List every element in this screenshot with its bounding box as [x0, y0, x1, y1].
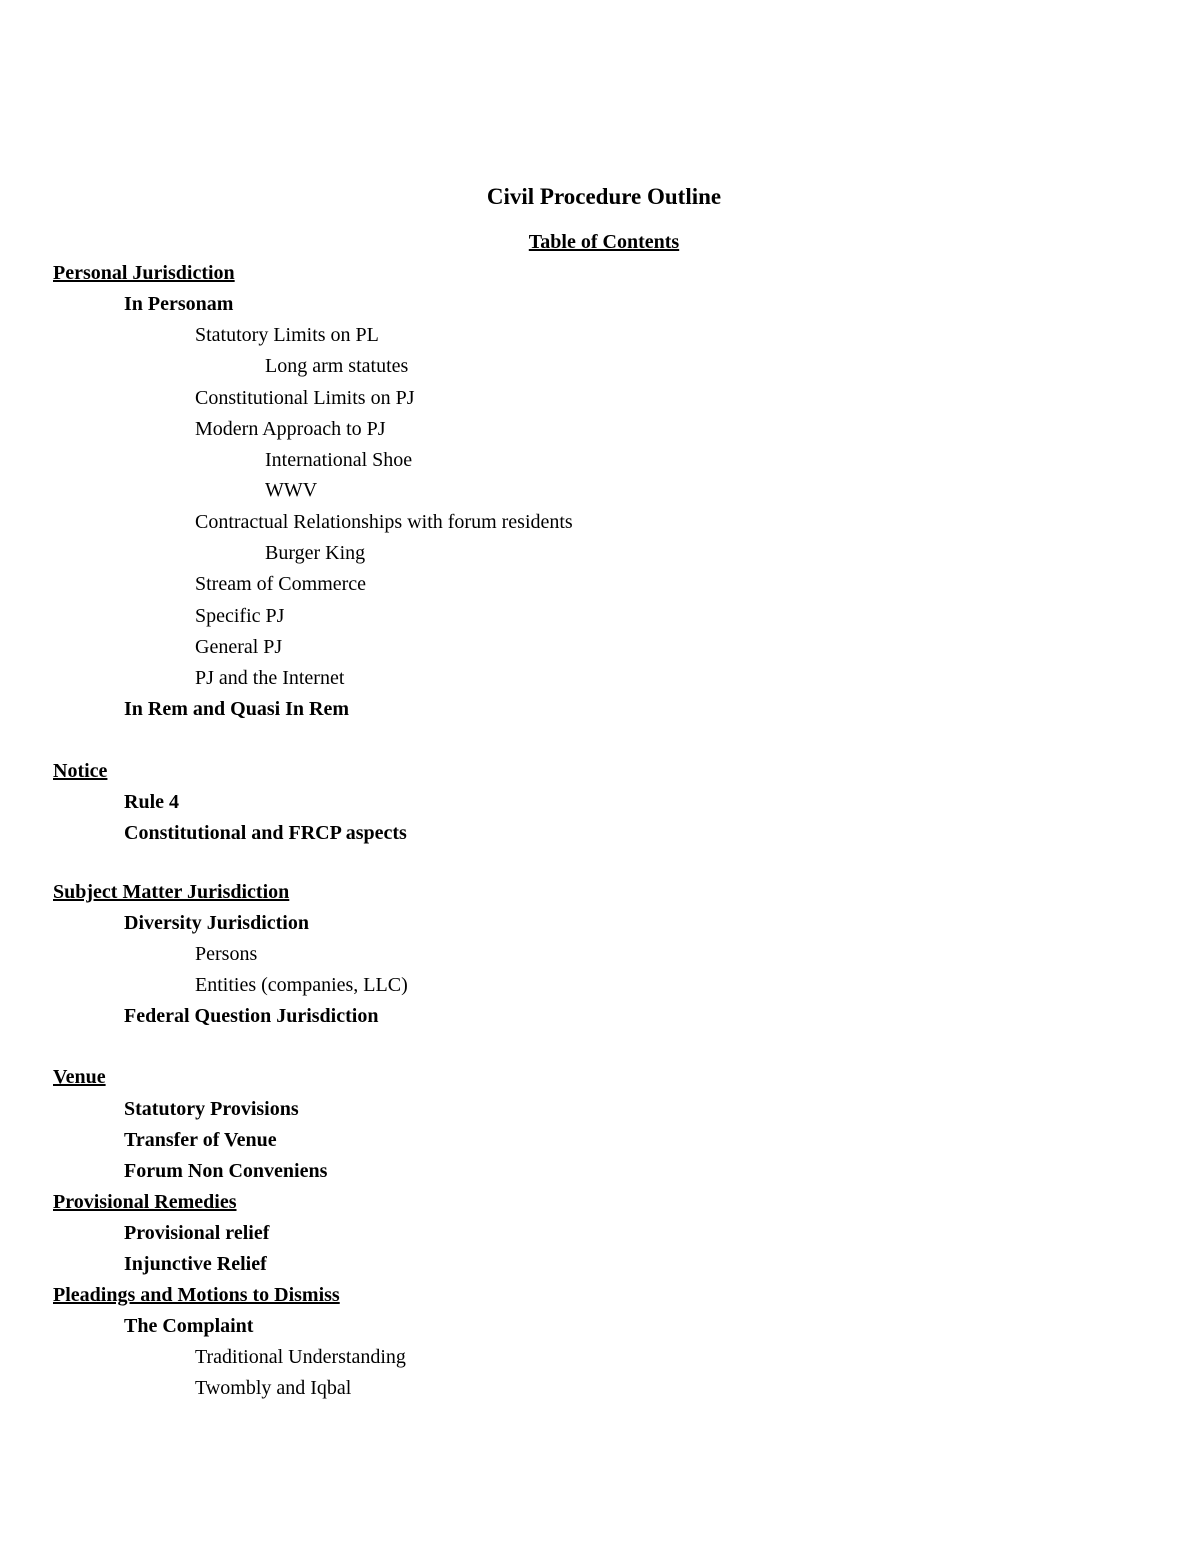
toc-item: Stream of Commerce — [195, 573, 367, 595]
toc-item: PJ and the Internet — [195, 667, 345, 689]
toc-subitem: WWV — [265, 479, 318, 501]
toc-subsection: In Personam — [124, 293, 234, 315]
toc-subsection: Injunctive Relief — [124, 1253, 267, 1275]
toc-item: Contractual Relationships with forum residents — [195, 511, 573, 533]
toc-section-heading: Venue — [53, 1066, 106, 1088]
toc-subsection: Provisional relief — [124, 1222, 270, 1244]
toc-section-heading: Subject Matter Jurisdiction — [53, 881, 290, 903]
toc-section-heading: Notice — [53, 760, 108, 782]
toc-item: Twombly and Iqbal — [195, 1377, 352, 1399]
toc-heading: Table of Contents — [528, 231, 680, 253]
toc-section-heading: Personal Jurisdiction — [53, 262, 235, 284]
toc-item: Statutory Limits on PL — [195, 324, 379, 346]
toc-item: Constitutional Limits on PJ — [195, 387, 415, 409]
toc-subsection: In Rem and Quasi In Rem — [124, 698, 350, 720]
toc-subsection: Federal Question Jurisdiction — [124, 1005, 379, 1027]
toc-subsection: Rule 4 — [124, 791, 179, 813]
toc-item: Traditional Understanding — [195, 1346, 406, 1368]
toc-subitem: Long arm statutes — [265, 355, 409, 377]
toc-item: Persons — [195, 943, 258, 965]
toc-item: Specific PJ — [195, 605, 285, 627]
toc-subitem: International Shoe — [265, 449, 413, 471]
toc-subsection: Diversity Jurisdiction — [124, 912, 309, 934]
toc-subsection: Statutory Provisions — [124, 1098, 299, 1120]
document-title: Civil Procedure Outline — [486, 184, 722, 209]
toc-item: Entities (companies, LLC) — [195, 974, 408, 996]
toc-subitem: Burger King — [265, 542, 366, 564]
toc-subsection: Forum Non Conveniens — [124, 1160, 328, 1182]
toc-section-heading: Provisional Remedies — [53, 1191, 237, 1213]
toc-subsection: The Complaint — [124, 1315, 254, 1337]
toc-item: General PJ — [195, 636, 283, 658]
toc-subsection: Constitutional and FRCP aspects — [124, 822, 407, 844]
toc-section-heading: Pleadings and Motions to Dismiss — [53, 1284, 340, 1306]
toc-item: Modern Approach to PJ — [195, 418, 386, 440]
toc-subsection: Transfer of Venue — [124, 1129, 277, 1151]
